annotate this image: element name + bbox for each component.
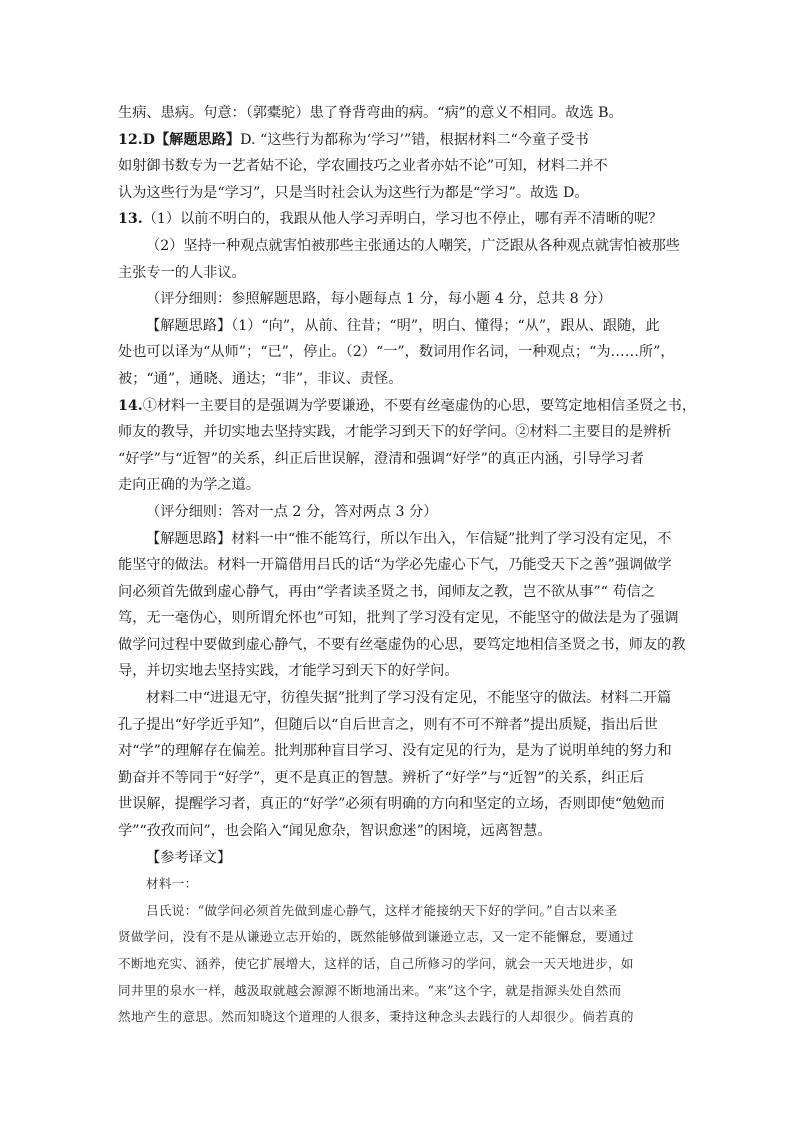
line-text: 问必须首先做到虚心静气，再由“学者读圣贤之书，闻师友之教，岂不欲从事”“ 苟信之	[118, 583, 656, 600]
text-line	[118, 526, 682, 553]
line-text: 如射御书数专为一艺者姑不论，学农圃技巧之业者亦姑不论”可知，材料二并不	[118, 158, 608, 175]
line-text: 处也可以译为“从师”；“已”，停止。（2）“一”，数词用作名词，一种观点；“为……所”，	[118, 344, 675, 361]
text-line	[118, 978, 682, 1005]
question-label: 13.	[118, 211, 143, 228]
line-text: 【解题思路】（1）“向”，从前、往昔；“明”，明白、懂得；“从”，跟从、跟随，此	[146, 317, 660, 334]
answer-analysis-text	[118, 100, 697, 1031]
text-line	[118, 206, 682, 233]
text-line	[118, 153, 682, 180]
text-line	[118, 472, 682, 499]
text-line	[118, 100, 682, 127]
line-text: D. “这些行为都称为‘学习’”错，根据材料二“今童子受书	[240, 131, 589, 148]
text-line	[118, 552, 682, 579]
line-text: 吕氏说：“做学问必须首先做到虚心静气，这样才能接纳天下好的学问。”自古以来圣	[146, 902, 618, 918]
line-text: 同井里的泉水一样，越汲取就越会源源不断地涌出来。“来”这个字，就是指源头处自然而	[118, 982, 622, 998]
text-line	[118, 419, 682, 446]
line-text: 走向正确的为学之道。	[118, 477, 260, 494]
text-line	[118, 233, 682, 260]
line-text: 不断地充实、涵养，使它扩展增大，这样的话，自己所修习的学问，就会一天天地进步，如	[118, 956, 634, 971]
line-text: 【解题思路】材料一中“惟不能笃行，所以乍出入，乍信疑”批判了学习没有定见，不	[146, 530, 672, 547]
text-line	[118, 632, 686, 659]
line-text: 被；“通”，通晓、通达；“非”，非议、责怪。	[118, 370, 403, 387]
line-text: 师友的教导，并切实地去坚持实践，才能学习到天下的好学问。②材料二主要目的是辨析	[118, 424, 672, 441]
question-label: 14.	[118, 397, 143, 414]
line-text: ①材料一主要目的是强调为学要谦逊，不要有丝毫虚伪的心思，要笃定地相信圣贤之书，	[142, 397, 697, 414]
line-text: 贤做学问，没有不是从谦逊立志开始的，既然能够做到谦逊立志，又一定不能懈怠，要通过	[118, 929, 634, 945]
line-text: 孔子提出“好学近乎知”，但随后以“自后世言之，则有不可不辩者”提出质疑，指出后世	[118, 716, 658, 733]
line-text: 做学问过程中要做到虚心静气，不要有丝毫虚伪的心思，要笃定地相信圣贤之书，师友的教	[118, 636, 686, 653]
text-line	[118, 313, 682, 340]
line-text: 能坚守的做法。材料一开篇借用吕氏的话“为学必先虚心下气，乃能受天下之善”强调做学	[118, 557, 672, 574]
line-text: “好学”与“近智”的关系，纠正后世误解，澄清和强调“好学”的真正内涵，引导学习者	[118, 450, 644, 467]
line-text: 勤奋并不等同于“好学”，更不是真正的智慧。辨析了“好学”与“近智”的关系，纠正后	[118, 769, 644, 786]
text-line	[118, 924, 682, 951]
line-text: 【参考译文】	[146, 849, 232, 866]
text-line	[118, 339, 682, 366]
text-line	[118, 1004, 682, 1031]
line-text: 对“学”的理解存在偏差。批判那种盲目学习、没有定见的行为，是为了说明单纯的努力和	[118, 743, 672, 760]
text-line	[118, 871, 682, 898]
text-line	[118, 499, 682, 526]
line-text: 学”“孜孜而问”，也会陷入“闻见愈杂，智识愈迷”的困境，远离智慧。	[118, 823, 552, 840]
question-label: 12.D【解题思路】	[118, 131, 241, 148]
line-text: 然地产生的意思。然而知晓这个道理的人很多，秉持这种念头去践行的人却很少。倘若真的	[118, 1009, 634, 1025]
text-line	[118, 366, 682, 393]
text-line	[118, 845, 682, 872]
text-line	[118, 791, 682, 818]
line-text: 笃，无一毫伪心，则所谓允怀也”可知，批判了学习没有定见，不能坚守的做法是为了强调	[118, 610, 679, 627]
text-line	[118, 898, 682, 925]
text-line	[118, 951, 682, 978]
text-line	[118, 605, 682, 632]
text-line	[118, 260, 682, 287]
text-line	[118, 765, 682, 792]
text-line	[118, 738, 682, 765]
line-text: （1）以前不明白的，我跟从他人学习弄明白，学习也不停止，哪有弄不清晰的呢？	[142, 211, 663, 228]
text-line	[118, 180, 682, 207]
line-text: 世误解，提醒学习者，真正的“好学”必须有明确的方向和坚定的立场，否则即使“勉勉而	[118, 796, 665, 813]
line-text: 导，并切实地去坚持实践，才能学习到天下的好学问。	[118, 663, 459, 680]
text-line	[118, 685, 682, 712]
text-line	[118, 579, 682, 606]
line-text: （评分细则：答对一点 2 分，答对两点 3 分）	[146, 503, 438, 520]
line-text: 生病、患病。句意：（郭橐驼）患了脊背弯曲的病。“病”的意义不相同。故选 B。	[118, 105, 623, 121]
text-line	[118, 393, 697, 420]
text-line	[118, 127, 682, 154]
line-text: 材料一：	[146, 876, 198, 892]
text-line	[118, 286, 682, 313]
line-text: （评分细则：参照解题思路，每小题每点 1 分，每小题 4 分，总共 8 分）	[146, 291, 612, 308]
line-text: 认为这些行为是“学习”，只是当时社会认为这些行为都是“学习”。故选 D。	[118, 184, 589, 201]
line-text: 材料二中“进退无守，彷徨失据”批判了学习没有定见，不能坚守的做法。材料二开篇	[146, 690, 672, 707]
line-text: 主张专一的人非议。	[118, 264, 246, 281]
line-text: （2）坚持一种观点就害怕被那些主张通达的人嘲笑，广泛跟从各种观点就害怕被那些	[146, 237, 680, 254]
text-line	[118, 818, 682, 845]
text-line	[118, 446, 682, 473]
text-line	[118, 658, 682, 685]
text-line	[118, 712, 682, 739]
